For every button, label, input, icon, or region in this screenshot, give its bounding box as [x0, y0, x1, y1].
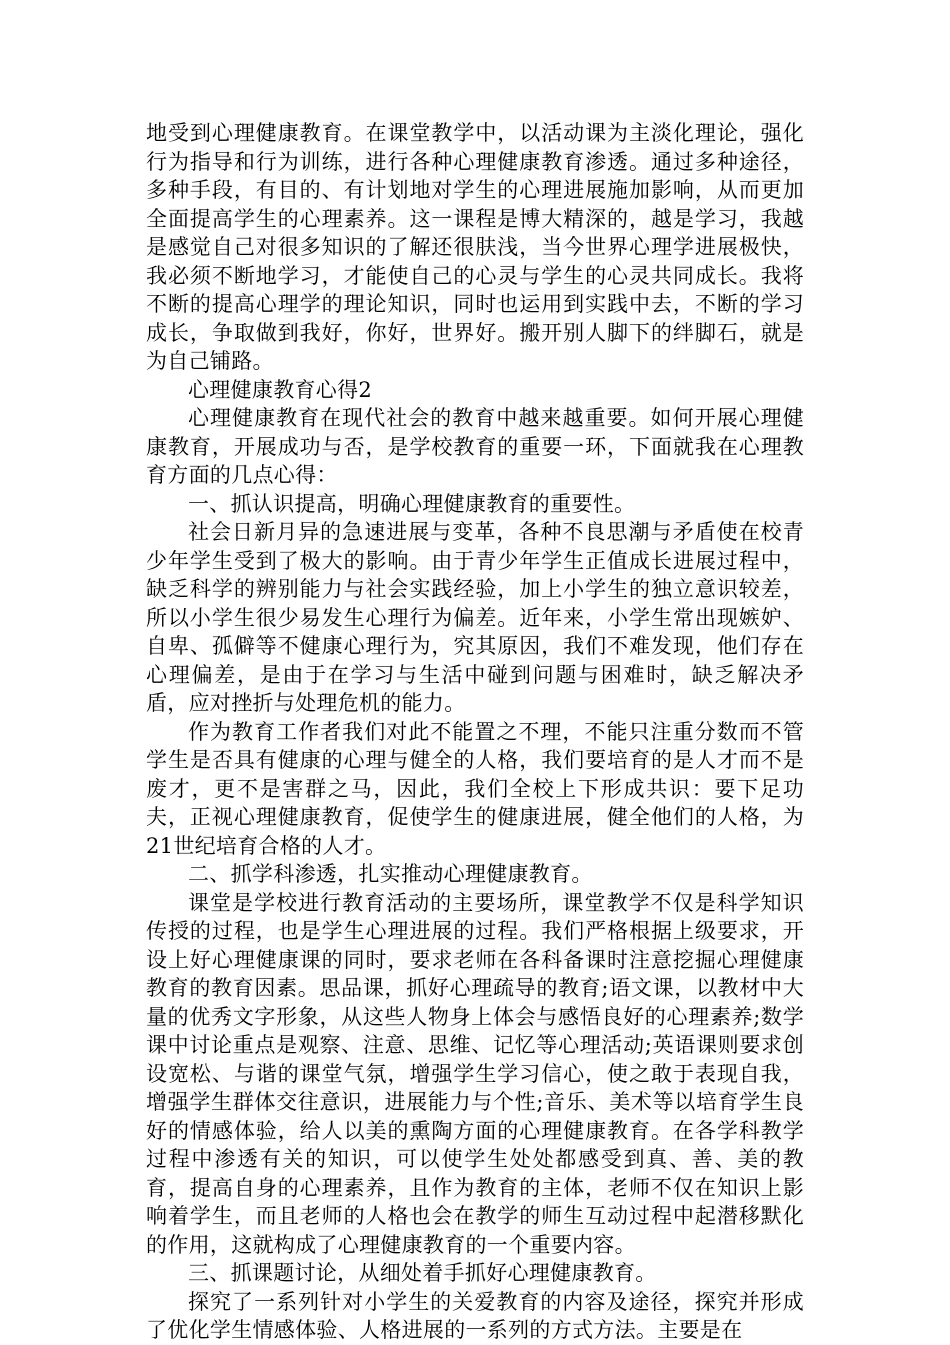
- body-paragraph: 课堂是学校进行教育活动的主要场所，课堂教学不仅是科学知识传授的过程，也是学生心理进展的过程。我们严格根据上级要求，开设上好心理健康课的同时，要求老师在各科备课时注意挖掘心理健康教育的教育因素。思品课，抓好心理疏导的教育;语文课，以教材中大量的优秀文字形象，从这些人物身上体会与感悟良好的心理素养;数学课中讨论重点是观察、注意、思维、记忆等心理活动;英语课则要求创设宽松、与谐的课堂气氛，增强学生学习信心，使之敢于表现自我，增强学生群体交往意识，进展能力与个性;音乐、美术等以培育学生良好的情感体验，给人以美的熏陶方面的心理健康教育。在各学科教学过程中渗透有关的知识，可以使学生处处都感受到真、善、美的教育，提高自身的心理素养，且作为教育的主体，老师不仅在知识上影响着学生，而且老师的人格也会在教学的师生互动过程中起潜移默化的作用，这就构成了心理健康教育的一个重要内容。: [146, 890, 804, 1257]
- body-paragraph-continuation: 地受到心理健康教育。在课堂教学中，以活动课为主淡化理论，强化行为指导和行为训练，进行各种心理健康教育渗透。通过多种途径，多种手段，有目的、有计划地对学生的心理进展施加影响，从而更加全面提高学生的心理素养。这一课程是博大精深的，越是学习，我越是感觉自己对很多知识的了解还很肤浅，当今世界心理学进展极快，我必须不断地学习，才能使自己的心灵与学生的心灵共同成长。我将不断的提高心理学的理论知识，同时也运用到实践中去，不断的学习成长，争取做到我好，你好，世界好。搬开别人脚下的绊脚石，就是为自己铺路。: [146, 121, 804, 373]
- document-page: [146, 119, 804, 1345]
- body-paragraph: 探究了一系列针对小学生的关爱教育的内容及途径，探究并形成了优化学生情感体验、人格进展的一系列的方式方法。主要是在: [146, 1289, 804, 1342]
- body-paragraph: 社会日新月异的急速进展与变革，各种不良思潮与矛盾使在校青少年学生受到了极大的影响。由于青少年学生正值成长进展过程中，缺乏科学的辨别能力与社会实践经验，加上小学生的独立意识较差，所以小学生很少易发生心理行为偏差。近年来，小学生常出现嫉妒、自卑、孤僻等不健康心理行为，究其原因，我们不难发现，他们存在心理偏差，是由于在学习与生活中碰到问题与困难时，缺乏解决矛盾，应对挫折与处理危机的能力。: [146, 520, 804, 715]
- point-heading-1: 一、抓认识提高，明确心理健康教育的重要性。: [188, 491, 636, 516]
- point-heading-3: 三、抓课题讨论，从细处着手抓好心理健康教育。: [188, 1261, 657, 1285]
- body-paragraph: 作为教育工作者我们对此不能置之不理，不能只注重分数而不管学生是否具有健康的心理与健全的人格，我们要培育的是人才而不是废才，更不是害群之马，因此，我们全校上下形成共识：要下足功夫，正视心理健康教育，促使学生的健康进展，健全他们的人格，为21世纪培育合格的人才。: [146, 719, 804, 858]
- point-heading-2: 二、抓学科渗透，扎实推动心理健康教育。: [188, 862, 593, 886]
- section-title: 心理健康教育心得2: [188, 377, 373, 402]
- intro-paragraph: 心理健康教育在现代社会的教育中越来越重要。如何开展心理健康教育，开展成功与否，是学校教育的重要一环，下面就我在心理教育方面的几点心得：: [146, 406, 804, 487]
